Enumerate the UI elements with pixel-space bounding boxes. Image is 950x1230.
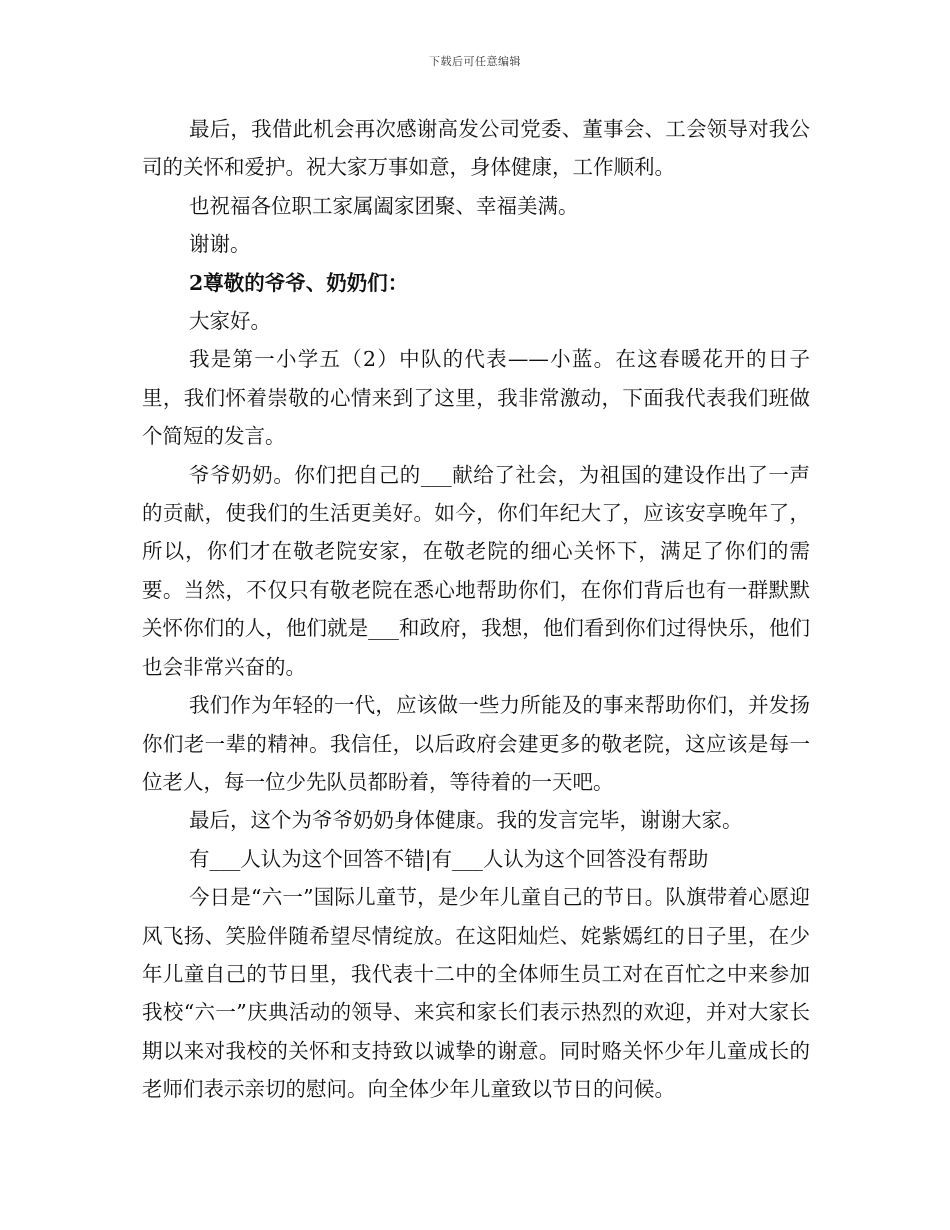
page-header: 下载后可任意编辑 [429, 55, 521, 68]
paragraph-feedback: 有___人认为这个回答不错|有___人认为这个回答没有帮助 [189, 846, 709, 871]
paragraph-family-wishes: 也祝福各位职工家属阖家团聚、幸福美满。 [189, 193, 579, 218]
paragraph-grandparents: 爷爷奶奶。你们把自己的___献给了社会，为祖国的建设作出了一声的贡献，使我们的生活更美好。如今，你们年纪大了，应该安享晚年了，所以，你们才在敬老院安家，在敬老院的细心关怀下，满足了你们的需要。当然，不仅只有敬老院在悉心地帮助你们，在你们背后也有一群默默关怀你们的人，他们就是___和政府，我想，他们看到你们过得快乐，他们也会非常兴奋的。 [142, 462, 810, 679]
section-heading: 2尊敬的爷爷、奶奶们： [189, 270, 409, 295]
paragraph-greeting: 大家好。 [189, 309, 271, 334]
document-body [142, 110, 810, 1109]
paragraph-childrens-day: 今日是“六一”国际儿童节，是少年儿童自己的节日。队旗带着心愿迎风飞扬、笑脸伴随希望尽情绽放。在这阳灿烂、姹紫嫣红的日子里，在少年儿童自己的节日里，我代表十二中的全体师生员工对在百忙之中来参加我校“六一”庆典活动的领导、来宾和家长们表示热烈的欢迎，并对大家长期以来对我校的关怀和支持致以诚挚的谢意。同时赂关怀少年儿童成长的老师们表示亲切的慰问。向全体少年儿童致以节日的问候。 [142, 885, 810, 1102]
paragraph-introduction: 我是第一小学五（2）中队的代表——小蓝。在这春暖花开的日子里，我们怀着崇敬的心情来到了这里，我非常激动，下面我代表我们班做个简短的发言。 [142, 347, 810, 449]
paragraph-young-generation: 我们作为年轻的一代，应该做一些力所能及的事来帮助你们，并发扬你们老一辈的精神。我信任，以后政府会建更多的敬老院，这应该是每一位老人，每一位少先队员都盼着，等待着的一天吧。 [142, 693, 810, 794]
paragraph-speech-end: 最后，这个为爷爷奶奶身体健康。我的发言完毕，谢谢大家。 [189, 808, 743, 833]
paragraph-thank-you: 谢谢。 [189, 232, 251, 257]
paragraph-closing-thanks: 最后，我借此机会再次感谢高发公司党委、董事会、工会领导对我公司的关怀和爱护。祝大家万事如意，身体健康，工作顺利。 [142, 117, 810, 180]
